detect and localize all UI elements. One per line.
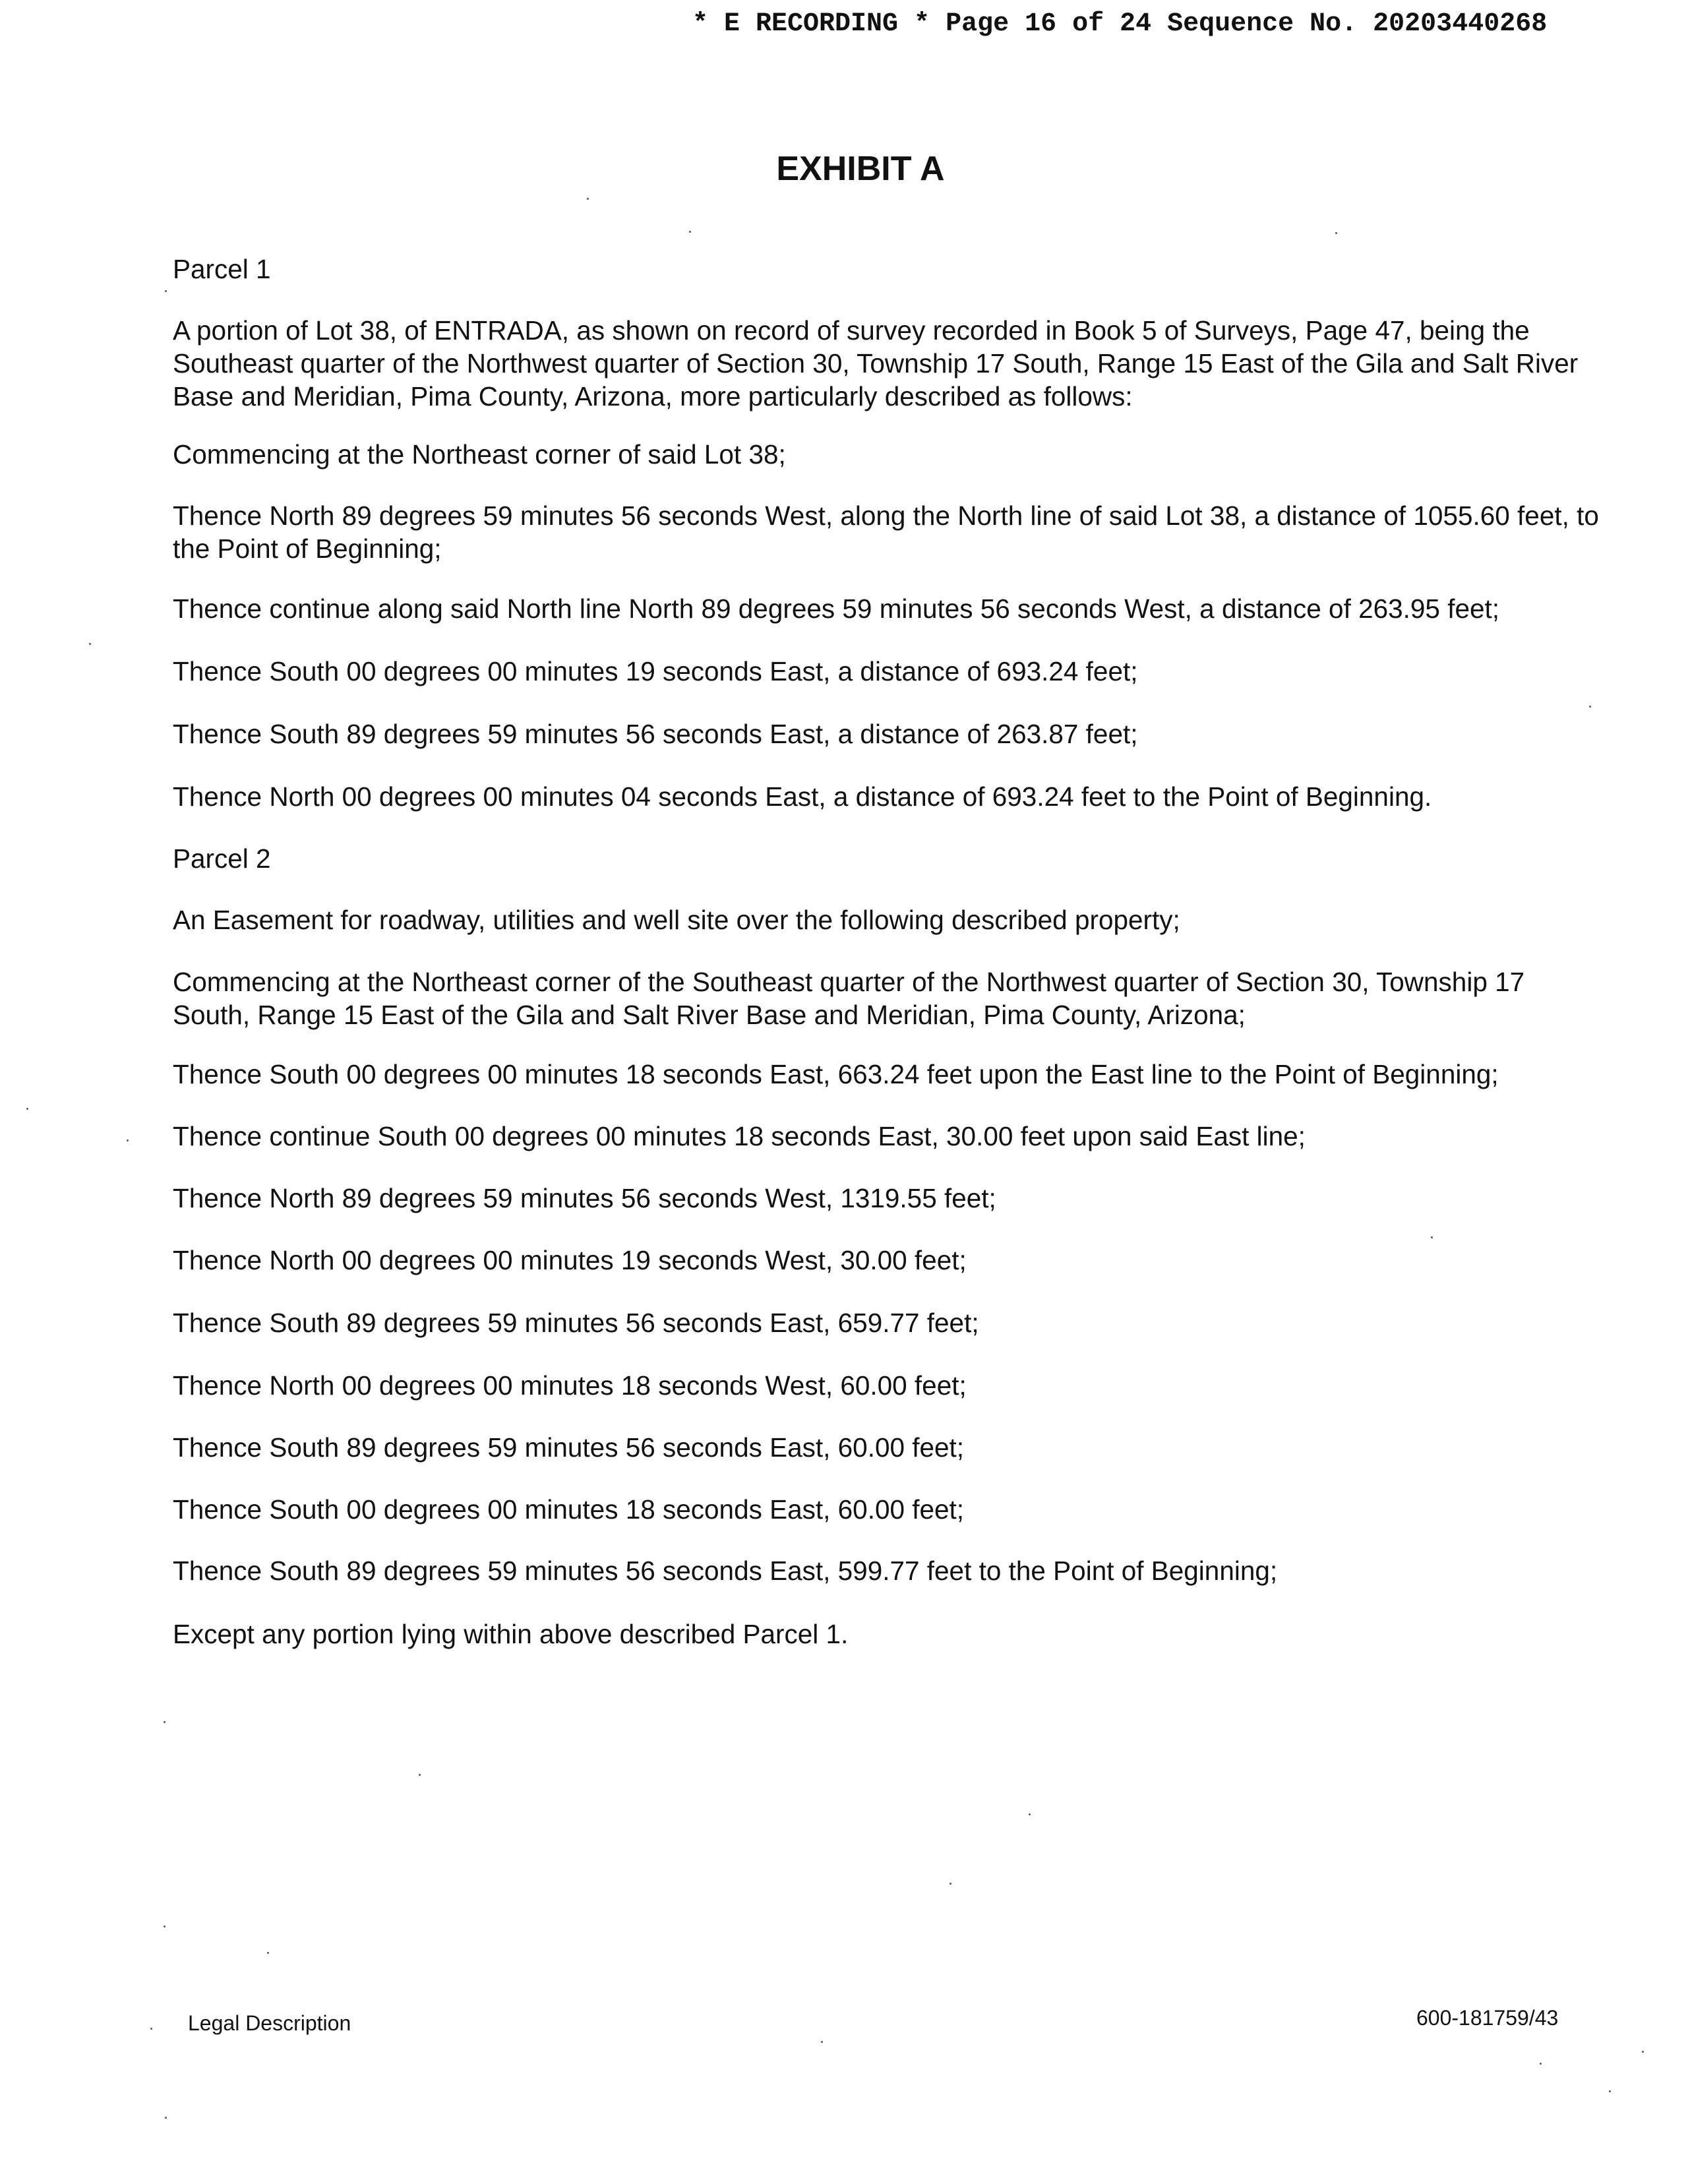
parcel-1-description: A portion of Lot 38, of ENTRADA, as shown on record of survey recorded in Book 5 of Surveys, Page 47, being the Southeast quarter of the Northwest quarter of Section 30, Township 17 South, Range 15 East of the Gila and Salt River Base and Meridian, Pima County, Arizona, more particularly described as follows: bbox=[173, 315, 1579, 411]
exception-paragraph: Except any portion lying within above described Parcel 1. bbox=[173, 1619, 849, 1649]
commencing-paragraph: Commencing at the Northeast corner of said Lot 38; bbox=[173, 439, 786, 470]
parcel-2-heading: Parcel 2 bbox=[173, 843, 271, 874]
scan-speck bbox=[26, 1108, 28, 1110]
course-paragraph: Thence South 00 degrees 00 minutes 18 seconds East, 60.00 feet; bbox=[173, 1494, 965, 1525]
scan-speck bbox=[821, 2041, 823, 2043]
course-paragraph: Thence South 00 degrees 00 minutes 18 seconds East, 663.24 feet upon the East line to the Point of Beginning; bbox=[173, 1059, 1499, 1089]
scan-speck bbox=[1431, 1236, 1433, 1238]
scan-speck bbox=[689, 231, 691, 233]
scan-speck bbox=[950, 1883, 951, 1885]
footer-right-label: 600-181759/43 bbox=[1416, 2006, 1559, 2030]
scan-speck bbox=[89, 643, 91, 645]
scan-speck bbox=[165, 2117, 167, 2119]
easement-paragraph: An Easement for roadway, utilities and well site over the following described property; bbox=[173, 905, 1180, 935]
scan-speck bbox=[1029, 1813, 1031, 1815]
course-paragraph: Thence North 00 degrees 00 minutes 18 seconds West, 60.00 feet; bbox=[173, 1370, 967, 1401]
exhibit-title: EXHIBIT A bbox=[776, 150, 945, 188]
scan-speck bbox=[419, 1774, 421, 1776]
scan-speck bbox=[587, 198, 589, 200]
course-paragraph: Thence South 89 degrees 59 minutes 56 seconds East, 659.77 feet; bbox=[173, 1308, 979, 1338]
scan-speck bbox=[1540, 2063, 1542, 2065]
scan-speck bbox=[164, 1721, 166, 1723]
scan-speck bbox=[1609, 2090, 1611, 2092]
scan-speck bbox=[1589, 706, 1591, 708]
course-paragraph: Thence North 89 degrees 59 minutes 56 seconds West, 1319.55 feet; bbox=[173, 1183, 996, 1213]
recording-header: * E RECORDING * Page 16 of 24 Sequence No. 20203440268 bbox=[692, 9, 1548, 39]
scan-speck bbox=[164, 1926, 166, 1927]
course-paragraph: Thence continue South 00 degrees 00 minutes 18 seconds East, 30.00 feet upon said East line; bbox=[173, 1121, 1306, 1151]
commencing-paragraph: Commencing at the Northeast corner of the Southeast quarter of the Northwest quarter of Section 30, Township 17 South, Range 15 East of the Gila and Salt River Base and Meridian, Pima County, Arizona; bbox=[173, 967, 1525, 1030]
scan-speck bbox=[267, 1952, 269, 1954]
course-paragraph: Thence North 89 degrees 59 minutes 56 seconds West, along the North line of said Lot 38, a distance of 1055.60 feet, to the Point of Beginning; bbox=[173, 501, 1599, 564]
course-paragraph: Thence South 89 degrees 59 minutes 56 seconds East, a distance of 263.87 feet; bbox=[173, 719, 1138, 749]
footer-left-label: Legal Description bbox=[188, 2011, 351, 2035]
scan-speck bbox=[165, 290, 167, 292]
course-paragraph: Thence North 00 degrees 00 minutes 19 seconds West, 30.00 feet; bbox=[173, 1245, 967, 1275]
scan-speck bbox=[1335, 232, 1337, 234]
scan-speck bbox=[127, 1139, 129, 1141]
parcel-1-heading: Parcel 1 bbox=[173, 254, 271, 284]
course-paragraph: Thence continue along said North line North 89 degrees 59 minutes 56 seconds West, a distance of 263.95 feet; bbox=[173, 593, 1500, 624]
scan-speck bbox=[150, 2028, 152, 2030]
course-paragraph: Thence South 00 degrees 00 minutes 19 seconds East, a distance of 693.24 feet; bbox=[173, 656, 1138, 686]
scan-speck bbox=[1642, 2051, 1644, 2053]
course-paragraph: Thence North 00 degrees 00 minutes 04 seconds East, a distance of 693.24 feet to the Point of Beginning. bbox=[173, 781, 1432, 812]
course-paragraph: Thence South 89 degrees 59 minutes 56 seconds East, 599.77 feet to the Point of Beginning; bbox=[173, 1556, 1278, 1586]
course-paragraph: Thence South 89 degrees 59 minutes 56 seconds East, 60.00 feet; bbox=[173, 1432, 965, 1463]
